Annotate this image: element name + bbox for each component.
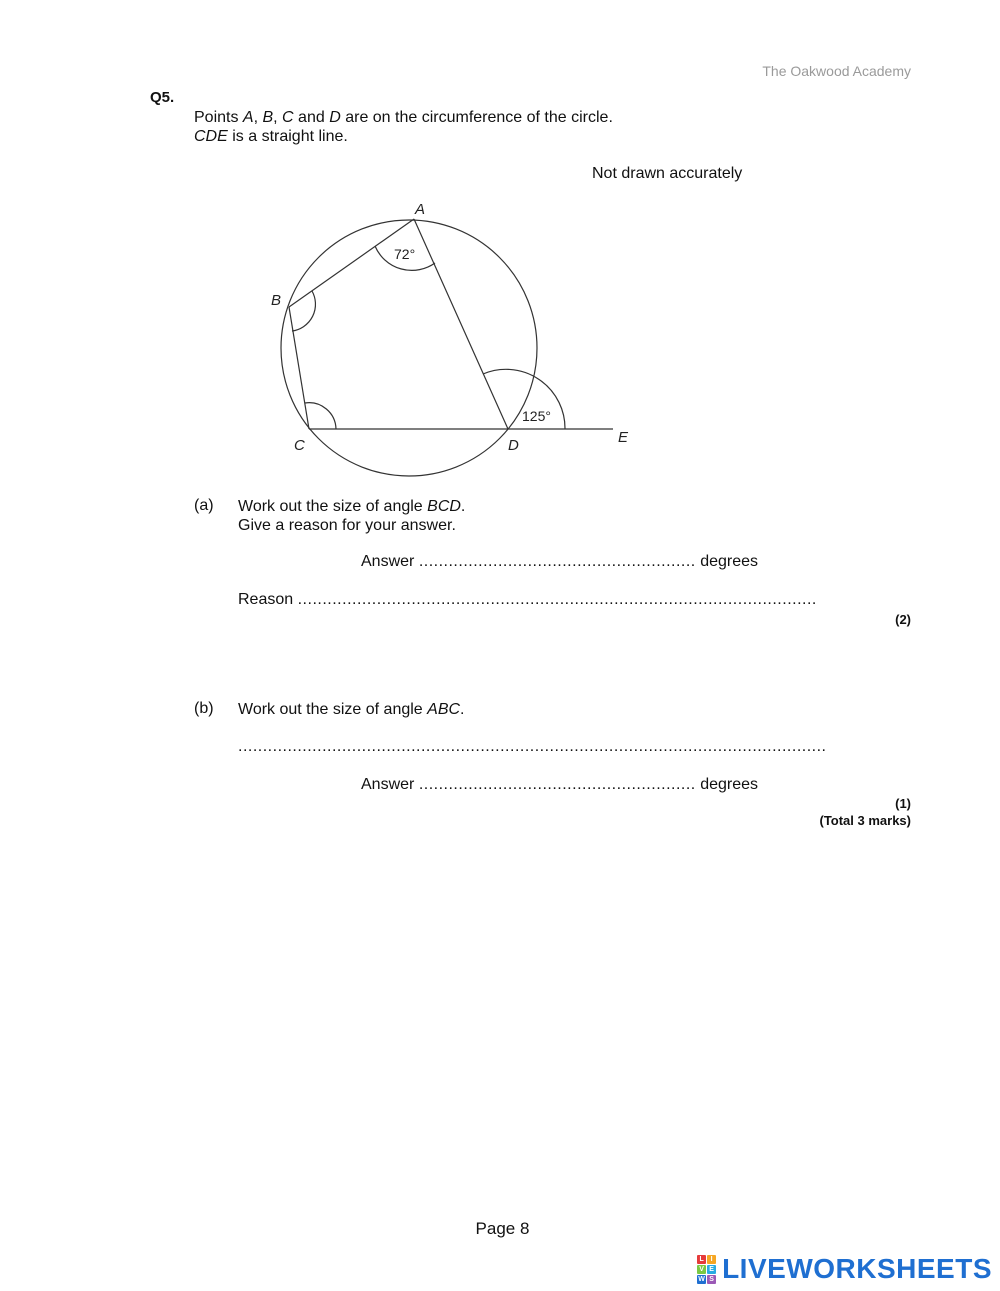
stem-line-2: CDE is a straight line. [194, 128, 348, 145]
point-c-ref: C [282, 109, 294, 126]
liveworksheets-logo-icon: L I V E W S [697, 1255, 716, 1284]
liveworksheets-brand [697, 1253, 992, 1285]
label-e: E [618, 429, 629, 446]
circle-diagram [260, 195, 640, 485]
not-drawn-accurately-note: Not drawn accurately [592, 165, 743, 182]
page-number: Page 8 [475, 1219, 530, 1238]
angle-d-value: 125° [522, 408, 551, 424]
part-b-question: Work out the size of angle ABC. [238, 701, 465, 718]
question-number: Q5. [150, 89, 175, 106]
chord-ab [289, 219, 414, 307]
total-marks: (Total 3 marks) [819, 813, 911, 828]
part-b-marks: (1) [895, 796, 911, 811]
label-a: A [415, 201, 426, 218]
part-a-reason-field[interactable]: ......................................................................................................... [297, 591, 817, 608]
angle-bcd-ref: BCD [427, 498, 461, 515]
part-a-marks: (2) [895, 612, 911, 627]
liveworksheets-wordmark: LIVEWORKSHEETS [722, 1253, 992, 1284]
part-a-question: Work out the size of angle BCD. Give a reason for your answer. [238, 498, 466, 534]
part-b-answer-line: Answer ........................................................ degrees [361, 776, 759, 793]
angle-abc-ref: ABC [427, 701, 461, 718]
label-c: C [294, 437, 305, 454]
part-b-marks-block [819, 795, 911, 829]
part-a-reason-line: Reason ......................................................................................................... [238, 591, 817, 608]
point-d-ref: D [329, 109, 341, 126]
part-b-working-field[interactable]: ....................................................................................................................... [238, 738, 827, 755]
point-a-ref: A [242, 109, 254, 126]
label-d: D [508, 437, 519, 454]
stem-line-1: Points A, B, C and D are on the circumference of the circle. [194, 109, 613, 126]
part-a-label: (a) [194, 497, 214, 514]
line-cde-ref: CDE [194, 128, 228, 145]
arc-angle-c [305, 403, 336, 429]
part-a-answer-line: Answer ........................................................ degrees [361, 553, 759, 570]
part-b-label: (b) [194, 700, 214, 717]
angle-a-value: 72° [394, 246, 416, 262]
label-b: B [271, 292, 282, 309]
part-a-answer-field[interactable]: ........................................................ [418, 553, 696, 570]
part-b-answer-field[interactable]: ........................................................ [418, 776, 696, 793]
point-b-ref: B [262, 109, 274, 126]
school-name-header: The Oakwood Academy [762, 63, 911, 79]
chord-ad [414, 219, 508, 429]
question-stem [194, 108, 613, 146]
